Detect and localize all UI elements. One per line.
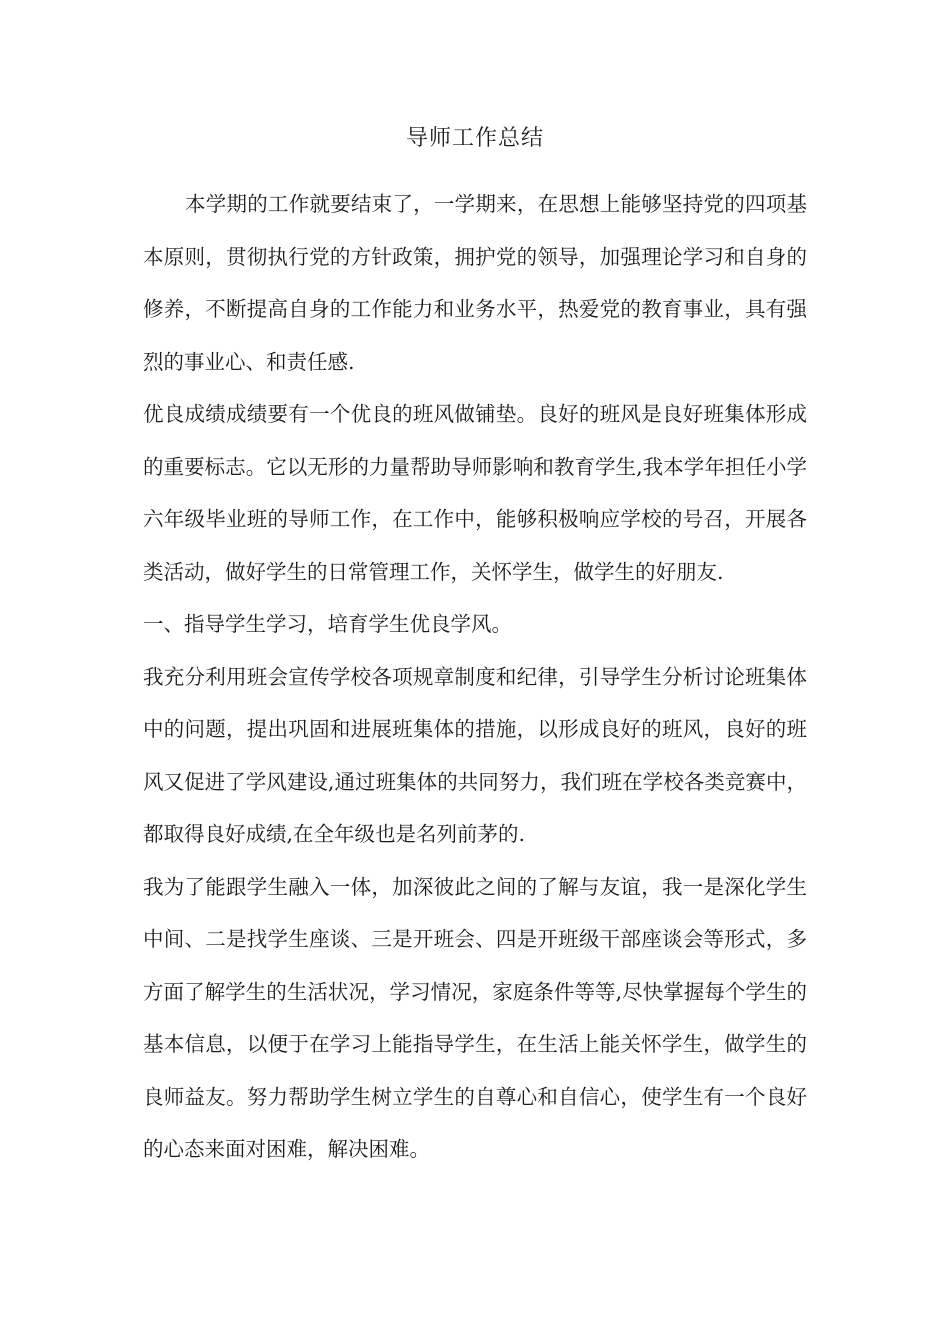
document-body bbox=[143, 178, 807, 1176]
document-title: 导师工作总结 bbox=[405, 126, 544, 151]
section-heading-1: 一、指导学生学习，培育学生优良学风。 bbox=[143, 612, 512, 636]
paragraph-class-spirit: 优良成绩成绩要有一个优良的班风做铺垫。良好的班风是良好班集体形成的重要标志。它以无形的力量帮助导师影响和教育学生,我本学年担任小学六年级毕业班的导师工作，在工作中，能够积极响应学校的号召，开展各类活动，做好学生的日常管理工作，关怀学生，做学生的好朋友. bbox=[143, 402, 807, 584]
paragraph-student-relations: 我为了能跟学生融入一体，加深彼此之间的了解与友谊，我一是深化学生中间、二是找学生座谈、三是开班会、四是开班级干部座谈会等形式，多方面了解学生的生活状况，学习情况，家庭条件等等,尽快掌握每个学生的基本信息，以便于在学习上能指导学生，在生活上能关怀学生，做学生的良师益友。努力帮助学生树立学生的自尊心和自信心，使学生有一个良好的心态来面对困难，解决困难。 bbox=[143, 874, 807, 1161]
paragraph-intro: 本学期的工作就要结束了，一学期来，在思想上能够坚持党的四项基本原则，贯彻执行党的方针政策，拥护党的领导，加强理论学习和自身的修养，不断提高自身的工作能力和业务水平，热爱党的教育事业，具有强烈的事业心、和责任感. bbox=[143, 192, 807, 374]
paragraph-class-meeting: 我充分利用班会宣传学校各项规章制度和纪律，引导学生分析讨论班集体中的问题，提出巩固和进展班集体的措施，以形成良好的班风，良好的班风又促进了学风建设,通过班集体的共同努力，我们班在学校各类竞赛中，都取得良好成绩,在全年级也是名列前茅的. bbox=[143, 664, 807, 846]
